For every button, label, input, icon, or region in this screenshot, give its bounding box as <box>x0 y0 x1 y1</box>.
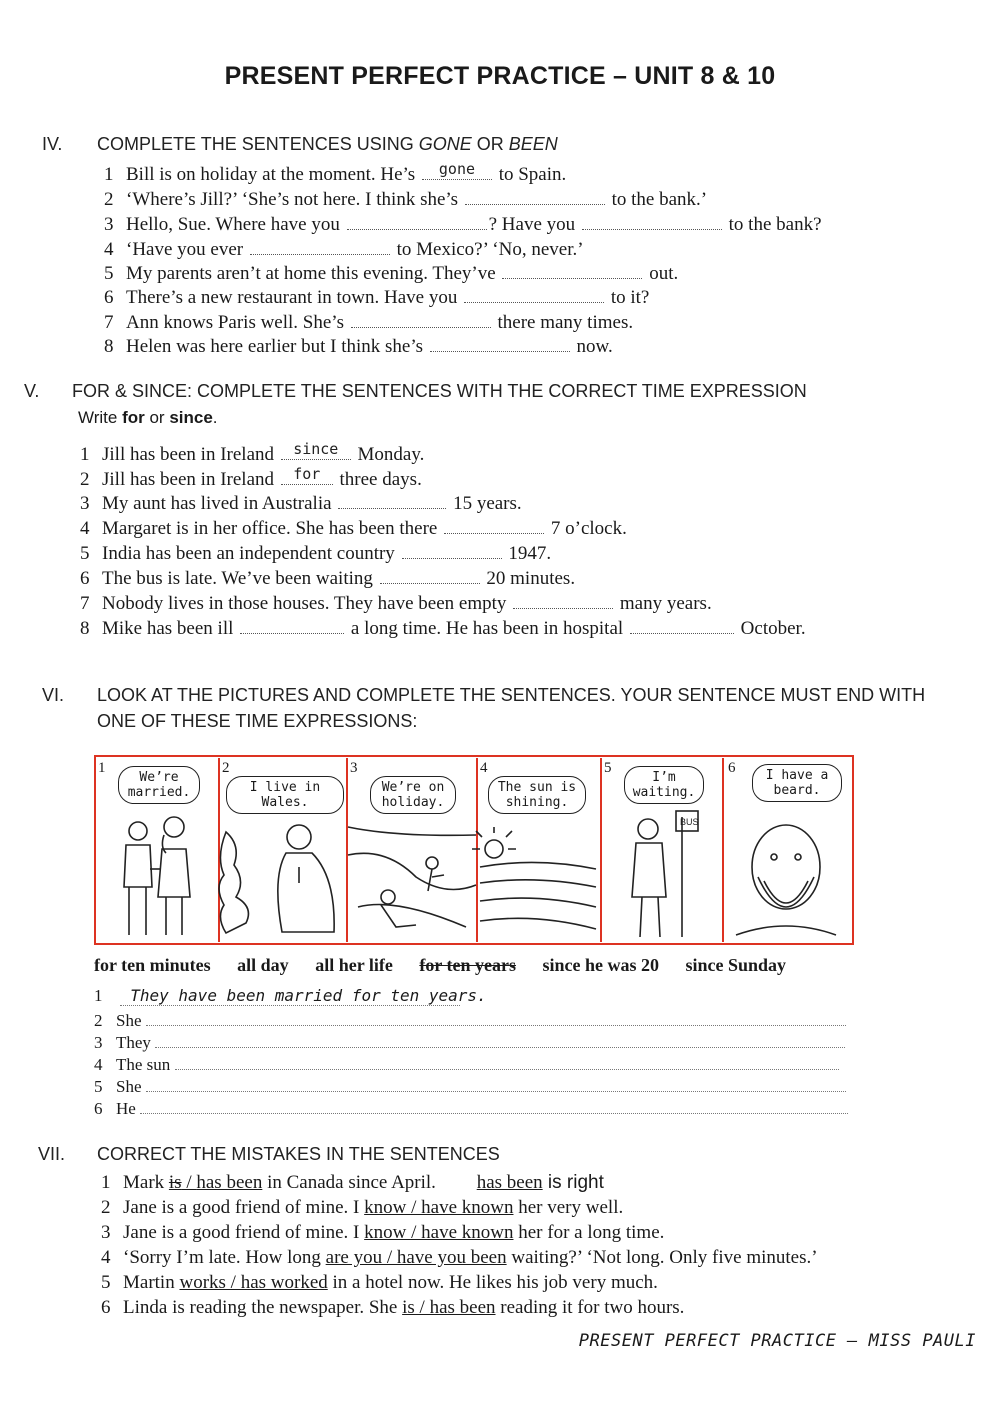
sentence-part: My aunt has lived in Australia <box>102 493 332 514</box>
answer-line[interactable] <box>146 1087 846 1092</box>
sentence-part: Jane is a good friend of mine. I <box>123 1197 365 1218</box>
line-number: 3 <box>80 493 90 514</box>
heading-text: COMPLETE THE SENTENCES USING <box>97 134 419 154</box>
instruction-since: since <box>169 408 213 427</box>
sentence-part: 20 minutes. <box>486 568 576 589</box>
sentence-part: My parents aren’t at home this evening. They’ve <box>126 263 496 284</box>
sentence-part: ‘Sorry I’m late. How long <box>123 1247 326 1268</box>
answer-blank[interactable] <box>444 519 544 534</box>
sentence-part: out. <box>649 263 679 284</box>
line-number: 2 <box>80 469 90 490</box>
answer-note: has been <box>476 1172 543 1193</box>
panel-number: 2 <box>222 760 230 776</box>
answer-blank[interactable] <box>464 288 604 303</box>
answer-blank[interactable] <box>347 215 487 230</box>
answer-blank[interactable] <box>250 240 390 255</box>
iv-line-4 <box>104 239 584 261</box>
line-number: 1 <box>104 164 114 185</box>
sentence-part: Martin <box>123 1272 180 1293</box>
sentence-part: 15 years. <box>453 493 522 514</box>
v-line-1 <box>80 440 425 466</box>
v-line-7 <box>80 593 712 615</box>
vi-line-1 <box>94 986 487 1006</box>
line-number: 5 <box>104 263 114 284</box>
handwritten-answer[interactable]: They have been married for ten years. <box>120 986 460 1006</box>
sentence-part: The bus is late. We’ve been waiting <box>102 568 373 589</box>
option-pair[interactable]: works / has worked <box>179 1272 328 1293</box>
sentence-part: ‘Have you ever <box>126 239 244 260</box>
sentence-part: to it? <box>610 287 650 308</box>
speech-bubble: I live in Wales. <box>226 776 344 814</box>
heading-gone: GONE <box>418 134 472 154</box>
sentence-part: Linda is reading the newspaper. She <box>123 1297 403 1318</box>
answer-blank[interactable] <box>513 594 613 609</box>
sentence-part: Jane is a good friend of mine. I <box>123 1222 365 1243</box>
heading-been: BEEN <box>508 134 558 154</box>
answer-blank[interactable] <box>422 160 492 180</box>
section-vii-heading <box>38 1144 500 1165</box>
speech-bubble: I have a beard. <box>752 764 842 802</box>
section-number: V. <box>24 381 40 401</box>
holiday-illustration <box>348 827 476 927</box>
sentence-part: waiting?’ ‘Not long. Only five minutes.’ <box>506 1247 818 1268</box>
line-number: 4 <box>80 518 90 539</box>
sentence-part: Bill is on holiday at the moment. He’s <box>126 164 416 185</box>
heading-text: LOOK AT THE PICTURES AND COMPLETE THE SENTENCES. YOUR SENTENCE MUST END WITH <box>97 685 926 705</box>
vii-line-5 <box>101 1272 658 1294</box>
heading-text: CORRECT THE MISTAKES IN THE SENTENCES <box>97 1144 500 1164</box>
sentence-part: now. <box>576 336 613 357</box>
vii-line-3 <box>101 1222 664 1244</box>
sentence-part: her for a long time. <box>513 1222 665 1243</box>
sentence-part: Jill has been in Ireland <box>102 444 275 465</box>
sentence-part: in a hotel now. He likes his job very much. <box>327 1272 658 1293</box>
time-expression: since Sunday <box>685 955 787 975</box>
section-number: VI. <box>42 685 65 705</box>
section-iv-heading <box>42 134 558 155</box>
option-pair[interactable]: know / have known <box>364 1222 514 1243</box>
vi-line-2 <box>94 1011 846 1031</box>
speech-bubble: We’re on holiday. <box>370 776 456 814</box>
option-crossed: is <box>168 1172 182 1193</box>
line-number: 4 <box>101 1247 111 1268</box>
line-number: 2 <box>94 1011 103 1030</box>
sentence-start: They <box>116 1033 151 1052</box>
speech-bubble: I’m waiting. <box>624 766 704 804</box>
answer-blank[interactable] <box>630 619 734 634</box>
instruction-or: or <box>144 408 170 427</box>
line-number: 5 <box>94 1077 103 1096</box>
answer-line[interactable] <box>175 1065 839 1070</box>
line-number: 2 <box>101 1197 111 1218</box>
answer-blank[interactable] <box>380 569 480 584</box>
instruction-text: Write <box>78 408 123 427</box>
sentence-part: to the bank? <box>728 214 822 235</box>
sentence-part: India has been an independent country <box>102 543 395 564</box>
waiting-illustration <box>632 811 698 937</box>
iv-line-2 <box>104 189 707 211</box>
answer-blank[interactable] <box>465 190 605 205</box>
iv-line-6 <box>104 287 649 309</box>
sentence-part: Hello, Sue. Where have you <box>126 214 340 235</box>
beard-illustration <box>736 825 836 935</box>
v-line-2 <box>80 465 422 491</box>
line-number: 8 <box>80 618 90 639</box>
line-number: 3 <box>101 1222 111 1243</box>
section-number: VII. <box>38 1144 66 1164</box>
answer-blank[interactable] <box>281 465 333 485</box>
handwritten-answer: gone <box>438 160 476 178</box>
answer-blank[interactable] <box>582 215 722 230</box>
option-pair[interactable]: is / has been <box>402 1297 496 1318</box>
v-line-5 <box>80 543 551 565</box>
v-line-8 <box>80 618 806 640</box>
answer-note: is right <box>542 1172 604 1193</box>
line-number: 3 <box>94 1033 103 1052</box>
line-number: 6 <box>94 1099 103 1118</box>
picture-illustrations <box>96 757 852 943</box>
heading-text-continued: ONE OF THESE TIME EXPRESSIONS: <box>97 711 418 731</box>
sentence-part: Ann knows Paris well. She’s <box>126 312 344 333</box>
sentence-part: a long time. He has been in hospital <box>350 618 624 639</box>
sentence-start: He <box>116 1099 136 1118</box>
time-expression: since he was 20 <box>542 955 659 975</box>
option-slash: / <box>181 1172 197 1193</box>
line-number: 3 <box>104 214 114 235</box>
section-v-heading <box>24 381 807 402</box>
vii-line-4 <box>101 1247 818 1269</box>
sentence-part: Helen was here earlier but I think she’s <box>126 336 424 357</box>
wales-illustration <box>219 825 334 933</box>
sentence-part: Monday. <box>357 444 425 465</box>
sentence-part: her very well. <box>513 1197 624 1218</box>
vii-line-2 <box>101 1197 623 1219</box>
line-number: 6 <box>104 287 114 308</box>
sun-illustration <box>472 827 596 929</box>
sentence-part: October. <box>740 618 806 639</box>
answer-line[interactable] <box>146 1021 846 1026</box>
section-number: IV. <box>42 134 63 154</box>
sentence-part: in Canada since April. <box>262 1172 436 1193</box>
v-line-6 <box>80 568 575 590</box>
vi-line-4 <box>94 1055 839 1075</box>
sentence-part: to the bank.’ <box>611 189 708 210</box>
line-number: 4 <box>94 1055 103 1074</box>
answer-blank[interactable] <box>402 544 502 559</box>
sentence-part: to Mexico?’ ‘No, never.’ <box>396 239 584 260</box>
sentence-part: to Spain. <box>498 164 567 185</box>
bus-sign-text: BUS <box>680 817 699 827</box>
sentence-part: There’s a new restaurant in town. Have you <box>126 287 458 308</box>
vi-line-5 <box>94 1077 846 1097</box>
sentence-part: Jill has been in Ireland <box>102 469 275 490</box>
line-number: 8 <box>104 336 114 357</box>
sentence-part: Margaret is in her office. She has been there <box>102 518 438 539</box>
option-pair[interactable]: know / have known <box>364 1197 514 1218</box>
sentence-part: there many times. <box>497 312 634 333</box>
time-expression-crossed: for ten years <box>419 955 516 975</box>
instruction-end: . <box>212 408 218 427</box>
section-vi-heading <box>42 685 926 706</box>
line-number: 1 <box>94 986 103 1005</box>
line-number: 4 <box>104 239 114 260</box>
answer-blank[interactable] <box>240 619 344 634</box>
vi-line-3 <box>94 1033 845 1053</box>
vii-line-1 <box>101 1172 604 1194</box>
panel-number: 6 <box>728 760 736 776</box>
footer-text: PRESENT PERFECT PRACTICE – MISS PAULI <box>578 1331 976 1351</box>
iv-line-5 <box>104 263 678 285</box>
sentence-part: three days. <box>339 469 422 490</box>
sentence-start: She <box>116 1077 142 1096</box>
sentence-part: ? Have you <box>488 214 576 235</box>
answer-blank[interactable] <box>281 440 351 460</box>
heading-text: FOR & SINCE: COMPLETE THE SENTENCES WITH THE CORRECT TIME EXPRESSION <box>72 381 807 401</box>
panel-number: 5 <box>604 760 612 776</box>
sentence-part: 1947. <box>508 543 552 564</box>
sentence-part: Mike has been ill <box>102 618 234 639</box>
vi-line-6 <box>94 1099 848 1119</box>
line-number: 7 <box>104 312 114 333</box>
answer-blank[interactable] <box>338 494 446 509</box>
instruction-for: for <box>122 408 145 427</box>
couple-illustration <box>124 817 190 935</box>
answer-line[interactable] <box>155 1043 845 1048</box>
option-pair[interactable]: are you / have you been <box>325 1247 507 1268</box>
time-expressions <box>94 955 808 976</box>
line-number: 6 <box>101 1297 111 1318</box>
sentence-part: reading it for two hours. <box>495 1297 685 1318</box>
sentence-start: She <box>116 1011 142 1030</box>
heading-or: OR <box>471 134 509 154</box>
sentence-start: The sun <box>116 1055 171 1074</box>
handwritten-answer: since <box>293 440 339 458</box>
handwritten-answer: for <box>293 465 321 483</box>
section-v-instruction <box>78 408 218 428</box>
option: has been <box>196 1172 263 1193</box>
line-number: 7 <box>80 593 90 614</box>
v-line-4 <box>80 518 627 540</box>
option-pair[interactable] <box>169 1172 262 1193</box>
time-expression: for ten minutes <box>94 955 211 975</box>
line-number: 5 <box>101 1272 111 1293</box>
panel-number: 3 <box>350 760 358 776</box>
sentence-part: 7 o’clock. <box>550 518 627 539</box>
time-expression: all her life <box>315 955 393 975</box>
sentence-part: Mark <box>123 1172 169 1193</box>
line-number: 1 <box>80 444 90 465</box>
panel-number: 1 <box>98 760 106 776</box>
answer-blank[interactable] <box>351 313 491 328</box>
iv-line-1 <box>104 160 567 186</box>
answer-blank[interactable] <box>502 264 642 279</box>
line-number: 5 <box>80 543 90 564</box>
answer-blank[interactable] <box>430 337 570 352</box>
time-expression: all day <box>237 955 289 975</box>
iv-line-3 <box>104 214 822 236</box>
iv-line-8 <box>104 336 613 358</box>
answer-line[interactable] <box>140 1109 848 1114</box>
speech-bubble: The sun is shining. <box>488 776 586 814</box>
line-number: 6 <box>80 568 90 589</box>
sentence-part: ‘Where’s Jill?’ ‘She’s not here. I think she’s <box>126 189 459 210</box>
v-line-3 <box>80 493 522 515</box>
speech-bubble: We’re married. <box>118 766 200 804</box>
line-number: 2 <box>104 189 114 210</box>
sentence-part: many years. <box>619 593 712 614</box>
page-title: PRESENT PERFECT PRACTICE – UNIT 8 & 10 <box>224 62 776 90</box>
panel-number: 4 <box>480 760 488 776</box>
sentence-part: Nobody lives in those houses. They have been empty <box>102 593 507 614</box>
line-number: 1 <box>101 1172 111 1193</box>
vii-line-6 <box>101 1297 684 1319</box>
iv-line-7 <box>104 312 633 334</box>
